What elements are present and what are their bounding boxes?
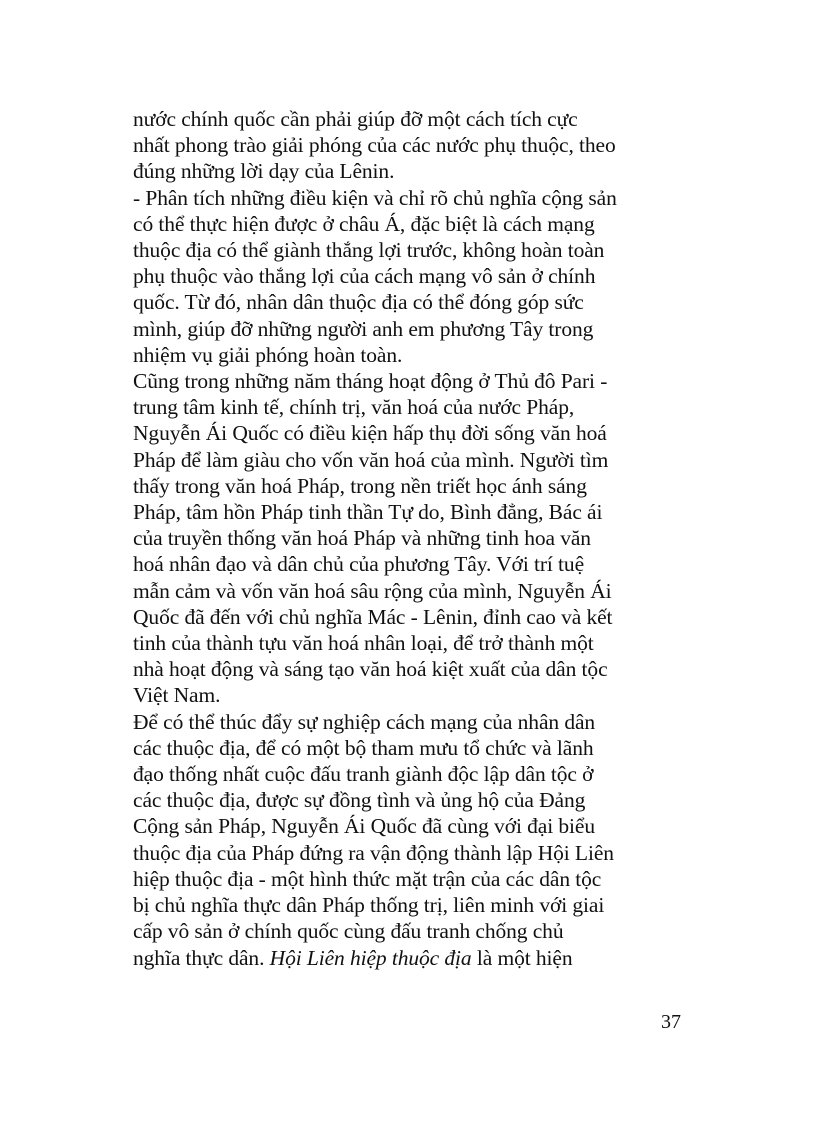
text-line: của truyền thống văn hoá Pháp và những tinh hoa văn	[133, 526, 591, 551]
last-line-suffix: là một hiện	[471, 945, 573, 970]
text-line: hoá nhân đạo và dân chủ của phương Tây. Với trí tuệ	[133, 552, 585, 577]
text-line: nước chính quốc cần phải giúp đỡ một cách tích cực	[133, 107, 578, 131]
text-line: trung tâm kinh tế, chính trị, văn hoá của nước Pháp,	[133, 395, 575, 420]
text-line: Cũng trong những năm tháng hoạt động ở Thủ đô Pari -	[133, 369, 608, 394]
text-line: đạo thống nhất cuộc đấu tranh giành độc lập dân tộc ở	[133, 762, 594, 787]
text-line: bị chủ nghĩa thực dân Pháp thống trị, liên minh với giai	[133, 893, 605, 918]
text-line: Để có thể thúc đẩy sự nghiệp cách mạng của nhân dân	[133, 709, 596, 734]
text-line: nhà hoạt động và sáng tạo văn hoá kiệt xuất của dân tộc	[133, 657, 608, 682]
text-line: quốc. Từ đó, nhân dân thuộc địa có thể đóng góp sức	[133, 290, 584, 315]
text-line: cấp vô sản ở chính quốc cùng đấu tranh chống chủ	[133, 919, 564, 944]
last-line-prefix: nghĩa thực dân.	[133, 945, 270, 970]
page-number: 37	[661, 1011, 681, 1033]
body-text	[133, 106, 693, 971]
text-line: phụ thuộc vào thắng lợi của cách mạng vô sản ở chính	[133, 264, 596, 289]
text-line: Pháp, tâm hồn Pháp tinh thần Tự do, Bình đẳng, Bác ái	[133, 500, 603, 525]
text-line: thuộc địa có thể giành thắng lợi trước, không hoàn toàn	[133, 238, 605, 263]
text-line: mẫn cảm và vốn văn hoá sâu rộng của mình, Nguyễn Ái	[133, 578, 612, 603]
text-line: thuộc địa của Pháp đứng ra vận động thành lập Hội Liên	[133, 840, 614, 865]
text-line: - Phân tích những điều kiện và chỉ rõ chủ nghĩa cộng sản	[133, 185, 617, 210]
text-line: Cộng sản Pháp, Nguyễn Ái Quốc đã cùng với đại biểu	[133, 814, 595, 839]
text-line: nhất phong trào giải phóng của các nước phụ thuộc, theo	[133, 133, 616, 158]
text-line: Nguyễn Ái Quốc có điều kiện hấp thụ đời sống văn hoá	[133, 421, 607, 446]
text-line: các thuộc địa, được sự đồng tình và ủng hộ của Đảng	[133, 788, 586, 813]
text-line: đúng những lời dạy của Lênin.	[133, 159, 395, 184]
text-line: các thuộc địa, để có một bộ tham mưu tổ chức và lãnh	[133, 735, 594, 760]
text-line: có thể thực hiện được ở châu Á, đặc biệt là cách mạng	[133, 211, 595, 236]
text-line: tinh của thành tựu văn hoá nhân loại, để trở thành một	[133, 631, 594, 656]
text-line: Quốc đã đến với chủ nghĩa Mác - Lênin, đỉnh cao và kết	[133, 604, 613, 629]
text-line: mình, giúp đỡ những người anh em phương Tây trong	[133, 316, 594, 341]
text-line: Việt Nam.	[133, 683, 221, 708]
italic-org-name: Hội Liên hiệp thuộc địa	[269, 945, 472, 970]
text-line: thấy trong văn hoá Pháp, trong nền triết học ánh sáng	[133, 473, 587, 498]
text-line: nhiệm vụ giải phóng hoàn toàn.	[133, 342, 403, 367]
text-line-last	[133, 945, 693, 971]
text-line: Pháp để làm giàu cho vốn văn hoá của mình. Người tìm	[133, 447, 609, 472]
text-line: hiệp thuộc địa - một hình thức mặt trận của các dân tộc	[133, 866, 602, 891]
